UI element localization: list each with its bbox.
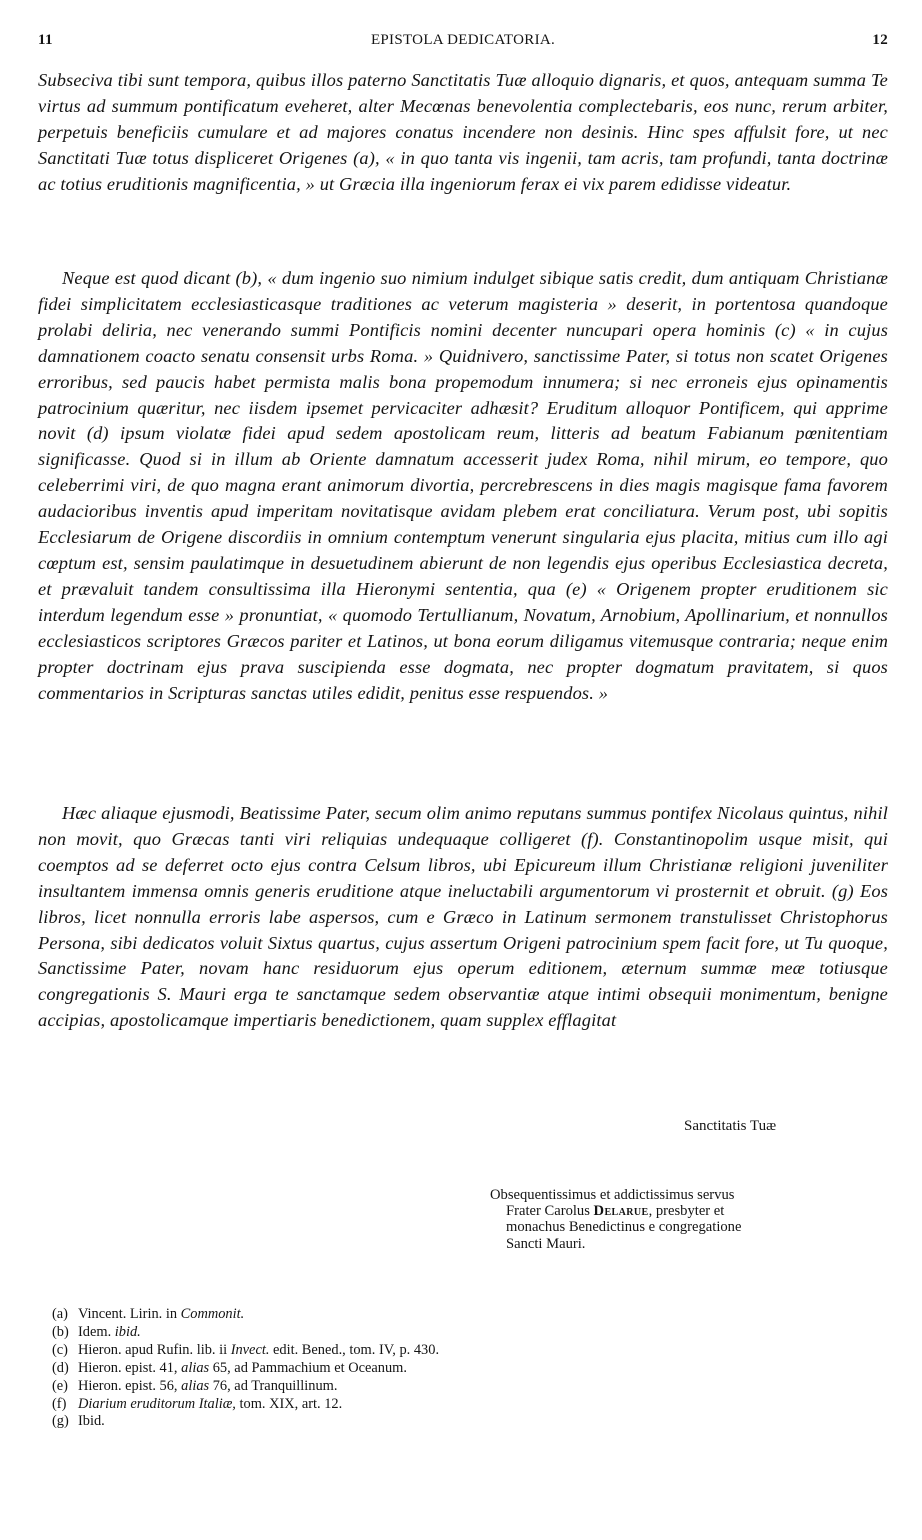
footnote-text-post: tom. XIX, art. 12. [235,1395,343,1412]
footnote-mark: (a) [52,1306,68,1322]
footnote-mark: (d) [52,1359,69,1376]
footnote [52,1396,752,1414]
footnote-italic: alias [181,1359,210,1376]
footnote-mark: (f) [52,1395,67,1412]
footnote-italic: ibid. [114,1323,141,1340]
signature-line-1: Obsequentissimus et addictissimus servus [490,1187,735,1203]
footnote-text: Idem. [78,1323,115,1340]
footnote-text-post: 76, ad Tranquillinum. [209,1377,338,1394]
paragraph-text: Subseciva tibi sunt tempora, quibus illos paterno Sanctitatis Tuæ alloquio dignaris, et quos, antequam summa Te virtus ad summum pontificatum eveheret, alter Mecœnas benevolentia complectebaris, eos nunc, rerum arbiter, perpetuis beneficiis cumulare et ad majores conatus incendere non desinis. Hinc spes affulsit fore, ut nec Sanctitati Tuæ totus displiceret Origenes (a), « in quo tanta vis ingenii, tam acris, tam profundi, tanta doctrinæ ac totius eruditionis magnificentia, » ut Græcia illa ingeniorum ferax ei vix parem edidisse videatur. [38,70,888,194]
footnote-mark: (e) [52,1377,68,1394]
footnote-italic: Diarium eruditorum Italiæ, [78,1395,236,1412]
paragraph-2 [38,266,888,706]
paragraph-text: Neque est quod dicant (b), « dum ingenio suo nimium indulget sibique satis credit, dum antiquam Christianæ fidei simplicitatem ecclesiasticasque traditiones ac veterum magisteria » deserit, in portentosa quandoque prolabi deliria, nec venerando summi Pontificis nomini decenter nuncupari opera hominis (c) « in cujus damnationem coacto senatu consensit urbs Roma. » Quidnivero, sanctissime Pater, si totus non scatet Origenes erroribus, sed paucis habet permista malis bona propemodum innumera; si nec erroneis ejus opinamentis patrocinium quæritur, nec iisdem ipsemet pervicaciter adhæsit? Eruditum alloquor Pontificem, qui apprime novit (d) ipsum violatæ fidei apud sedem apostolicam reum, litteris ad beatum Fabianum pœnitentiam significasse. Quod si in illum ab Oriente damnatum accesserit judex Roma, nihil mirum, eo tempore, quo celeberrimi viri, de quo magna erant animorum divortia, percrebrescens in dies magis magisque fama favorem audacioribus inventis apud imperitam novitatisque avidam plebem erat conciliatura. Verum post, ubi sopitis Ecclesiarum de Origene discordiis in omnium contemptum venerunt singularia ejus placita, mitius cum illo agi cœptum est, sensim paulatimque in desuetudinem abierunt de non legendis ejus operibus Ecclesiastica decreta, et prævaluit tandem consultissima illa Hieronymi sententia, qua (e) « Origenem propter eruditionem sic interdum legendum esse » pronuntiat, « quomodo Tertullianum, Novatum, Arnobium, Apollinarium, et nonnullos ecclesiasticos scriptores Græcos pariter et Latinos, ut bona eorum diligamus vitemusque contraria; neque enim propter doctrinam ejus prava suscipienda esse dogmata, nec propter dogmatum pravitatem, si quos commentarios in Scripturas sanctas utiles edidit, penitus esse respuendos. » [38,268,888,703]
paragraph-1 [38,68,888,198]
paragraph-text: Hæc aliaque ejusmodi, Beatissime Pater, secum olim animo reputans summus pontifex Nicolaus quintus, nihil non movit, quo Græcas tanti viri reliquias undequaque colligeret (f). Constantinopolim usque misit, qui coemptos ad se deferret octo ejus contra Celsum libros, ubi Epicureum illum Christianæ religioni juveniliter insultantem immensa omnis generis eruditione atque ineluctabili argumentorum vi prosternit et obruit. (g) Eos libros, licet nonnulla erroris labe aspersos, cum e Græco in Latinum sermonem transtulisset Christophorus Persona, sibi dedicatos voluit Sixtus quartus, cujus assertum Origeni patrocinium spem facit fore, ut Tu quoque, Sanctissime Pater, novam hanc residuorum ejus operum editionem, æternum summæ meæ totiusque congregationis S. Mauri erga te sanctamque sedem observantiæ atque intimi obsequii monimentum, benigne accipias, apostolicamque impertiaris benedictionem, quam supplex efflagitat [38,803,888,1031]
footnote [52,1306,752,1324]
footnote-italic: Commonit. [180,1306,245,1322]
footnote-text: Hieron. apud Rufin. lib. ii [78,1341,231,1358]
footnote [52,1324,752,1342]
footnote-text-post: edit. Bened., tom. IV, p. 430. [269,1341,440,1358]
signature-line-3: monachus Benedictinus e congregatione [506,1219,742,1236]
footnote-text: Vincent. Lirin. in [78,1306,181,1322]
page-number-right: 12 [872,32,888,48]
footnote-mark: (c) [52,1341,68,1358]
footnote [52,1342,752,1360]
footnote-italic: alias [181,1377,210,1394]
footnote-italic: Invect. [230,1341,270,1358]
footnote-text-post: 65, ad Pammachium et Oceanum. [209,1359,407,1376]
footnote-mark: (g) [52,1413,69,1430]
running-title: EPISTOLA DEDICATORIA. [370,32,556,48]
paragraph-3 [38,801,888,1034]
running-header [38,32,888,58]
footnote-text: Hieron. epist. 56, [78,1377,182,1394]
signature-line-4: Sancti Mauri. [506,1235,586,1252]
signature-line-2 [490,1203,850,1219]
closing-salutation: Sanctitatis Tuæ [684,1118,777,1134]
footnote [52,1413,752,1431]
footnote [52,1360,752,1378]
footnote-mark: (b) [52,1323,69,1340]
footnotes [52,1306,752,1431]
author-name: Delarue [593,1203,649,1220]
footnote-text: Hieron. epist. 41, [78,1359,182,1376]
signature-line-2-post: , presbyter et [648,1203,725,1220]
signature-block [490,1187,850,1252]
footnote-text: Ibid. [78,1413,105,1430]
page-number-left: 11 [38,32,53,48]
footnote [52,1378,752,1396]
signature-line-2-pre: Frater Carolus [506,1203,594,1220]
